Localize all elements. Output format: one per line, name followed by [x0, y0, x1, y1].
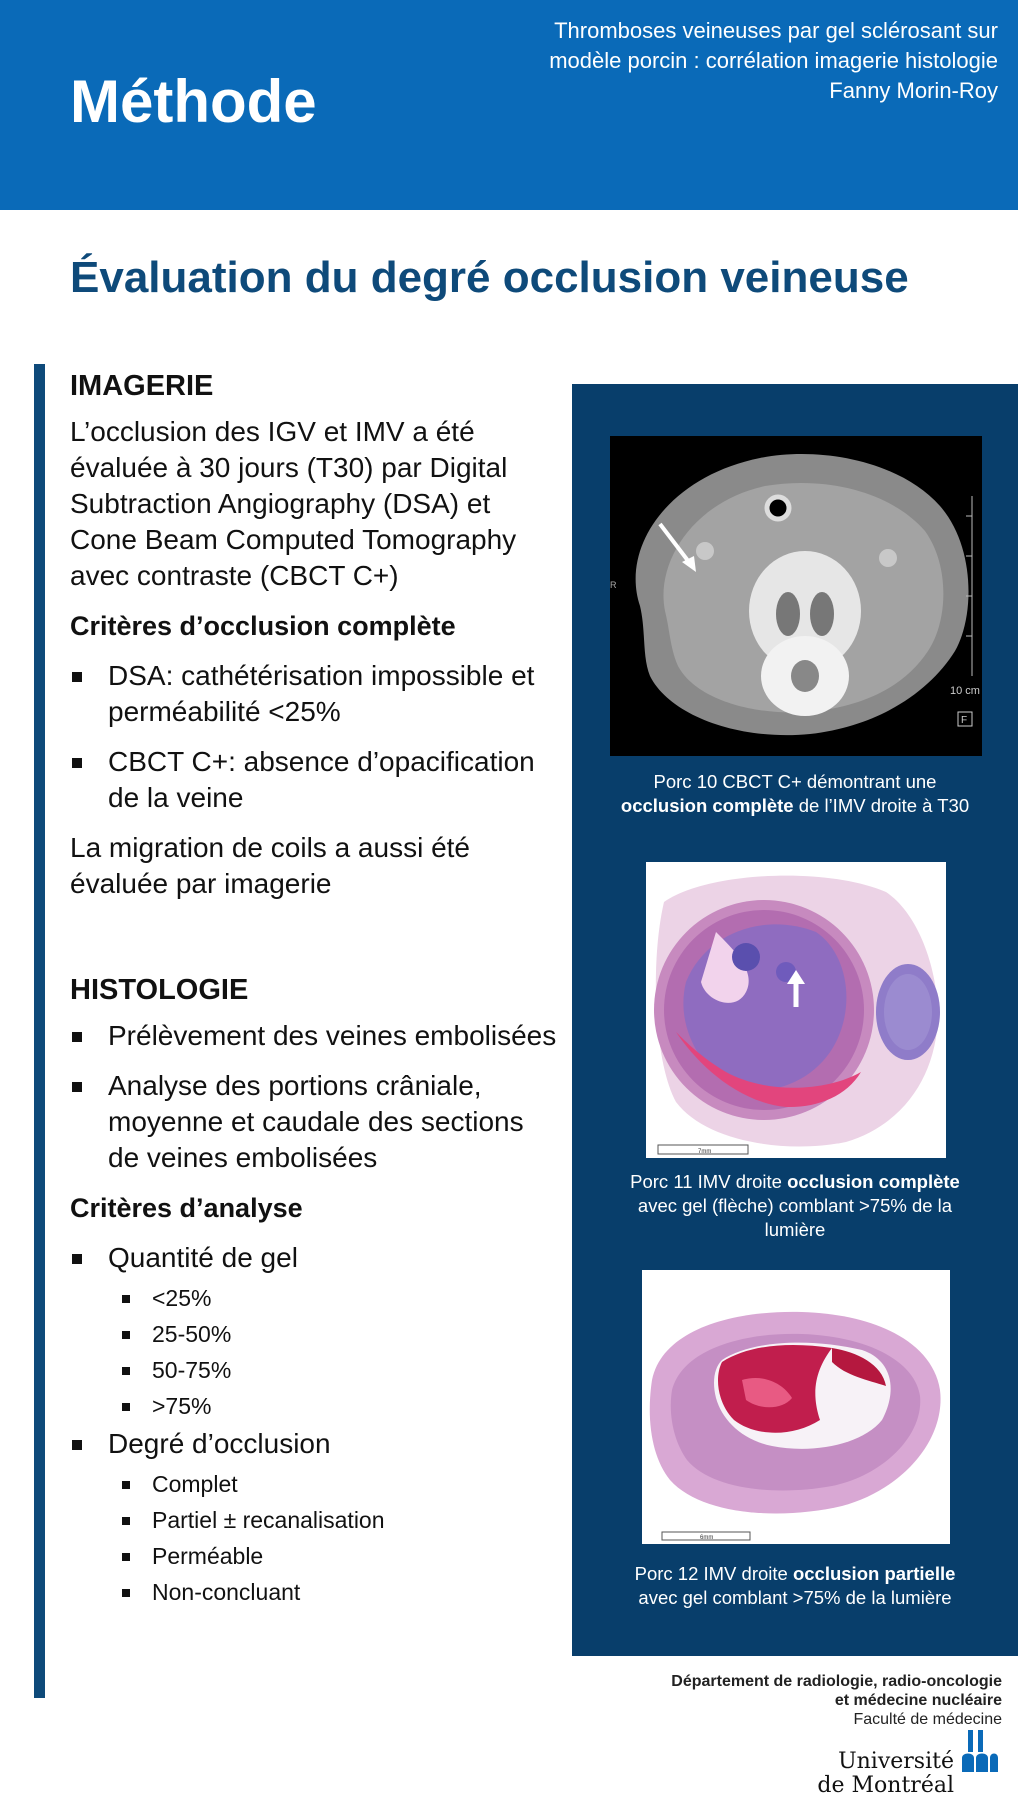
list-item: DSA: cathétérisation impossible et perméabilité <25%: [70, 658, 560, 730]
list-item: Degré d’occlusion: [70, 1426, 560, 1462]
faculty-name: Faculté de médecine: [853, 1711, 1002, 1728]
ct-side-marker: R: [610, 580, 617, 590]
subtitle-line: Thromboses veineuses par gel sclérosant sur: [554, 18, 998, 43]
caption-bold: occlusion partielle: [792, 1563, 956, 1584]
ct-scale-label: 10 cm: [950, 685, 980, 697]
list-item: Prélèvement des veines embolisées: [70, 1018, 560, 1054]
caption-text: Porc 12 IMV droite: [634, 1563, 793, 1584]
migration-note: La migration de coils a aussi été évaluée par imagerie: [70, 832, 470, 899]
list-item: Quantité de gel: [70, 1240, 560, 1276]
caption-line: avec gel (flèche) comblant >75% de la: [637, 1195, 953, 1216]
hist2-scale-label: 6mm: [700, 1535, 714, 1541]
university-name: [812, 1750, 954, 1798]
method-text-column: [70, 368, 560, 1610]
caption-line: [572, 1562, 1018, 1586]
imagerie-intro: L’occlusion des IGV et IMV a été évaluée à 30 jours (T30) par Digital Subtraction Angiography (DSA) et Cone Beam Computed Tomography avec contraste (CBCT C+): [70, 416, 517, 591]
list-item: >75%: [70, 1388, 560, 1424]
list-item: Analyse des portions crâniale, moyenne et caudale des sections de veines embolisées: [70, 1068, 560, 1176]
list-item: Non-concluant: [70, 1574, 560, 1610]
ct-orientation-marker: F: [961, 715, 968, 726]
hist2-caption: [572, 1562, 1018, 1610]
department-name: Département de radiologie, radio-oncologie: [671, 1673, 1002, 1690]
ct-scan-image: [610, 436, 982, 756]
imagerie-heading: IMAGERIE: [70, 370, 214, 402]
section-title: Évaluation du degré occlusion veineuse: [70, 253, 909, 302]
udem-shield-icon: [960, 1728, 1000, 1778]
hist1-scale-label: 7mm: [698, 1149, 712, 1155]
author-name: Fanny Morin-Roy: [829, 78, 998, 103]
caption-text: de l’IMV droite à T30: [793, 795, 970, 816]
list-item: CBCT C+: absence d’opacification de la veine: [70, 744, 560, 816]
caption-line: [572, 1170, 1018, 1194]
caption-text: Porc 11 IMV droite: [630, 1171, 788, 1192]
gel-levels-list: [70, 1280, 560, 1424]
left-accent-bar: [34, 364, 45, 1698]
caption-line: [572, 794, 1018, 818]
subtitle-line: modèle porcin : corrélation imagerie histologie: [549, 48, 998, 73]
list-item: Complet: [70, 1466, 560, 1502]
histology-illustration-complete: [646, 862, 946, 1158]
list-item: 25-50%: [70, 1316, 560, 1352]
histology-image-complete: [646, 862, 946, 1158]
university-name-line: de Montréal: [817, 1773, 954, 1798]
caption-bold: occlusion complète: [620, 795, 794, 816]
caption-line: avec gel comblant >75% de la lumière: [638, 1587, 952, 1608]
occlusion-criteria-list: [70, 658, 560, 816]
caption-line: Porc 10 CBCT C+ démontrant une: [653, 771, 937, 792]
ct-caption: [572, 770, 1018, 818]
list-item: Partiel ± recanalisation: [70, 1502, 560, 1538]
caption-line: lumière: [764, 1219, 826, 1240]
histologie-heading: HISTOLOGIE: [70, 974, 249, 1006]
occlusion-degree-list: [70, 1426, 560, 1462]
list-item: Perméable: [70, 1538, 560, 1574]
department-footer: [671, 1672, 1002, 1729]
figures-panel: [572, 384, 1018, 1656]
university-name-line: Université: [838, 1749, 954, 1774]
analysis-criteria-list: [70, 1240, 560, 1276]
histologie-list: [70, 1018, 560, 1176]
occlusion-criteria-heading: Critères d’occlusion complète: [70, 611, 456, 641]
department-name-cont: et médecine nucléaire: [834, 1692, 1002, 1709]
list-item: 50-75%: [70, 1352, 560, 1388]
histology-illustration-partial: [642, 1270, 950, 1544]
header-title: Méthode: [70, 68, 317, 135]
header-subtitle: [549, 16, 998, 106]
analysis-criteria-heading: Critères d’analyse: [70, 1193, 303, 1223]
hist1-caption: [572, 1170, 1018, 1242]
histology-image-partial: [642, 1270, 950, 1544]
occlusion-levels-list: [70, 1466, 560, 1610]
list-item: <25%: [70, 1280, 560, 1316]
university-logo: [812, 1728, 1002, 1798]
ct-scan-illustration: [610, 436, 982, 756]
caption-bold: occlusion complète: [787, 1171, 960, 1192]
header-banner: [0, 0, 1018, 210]
